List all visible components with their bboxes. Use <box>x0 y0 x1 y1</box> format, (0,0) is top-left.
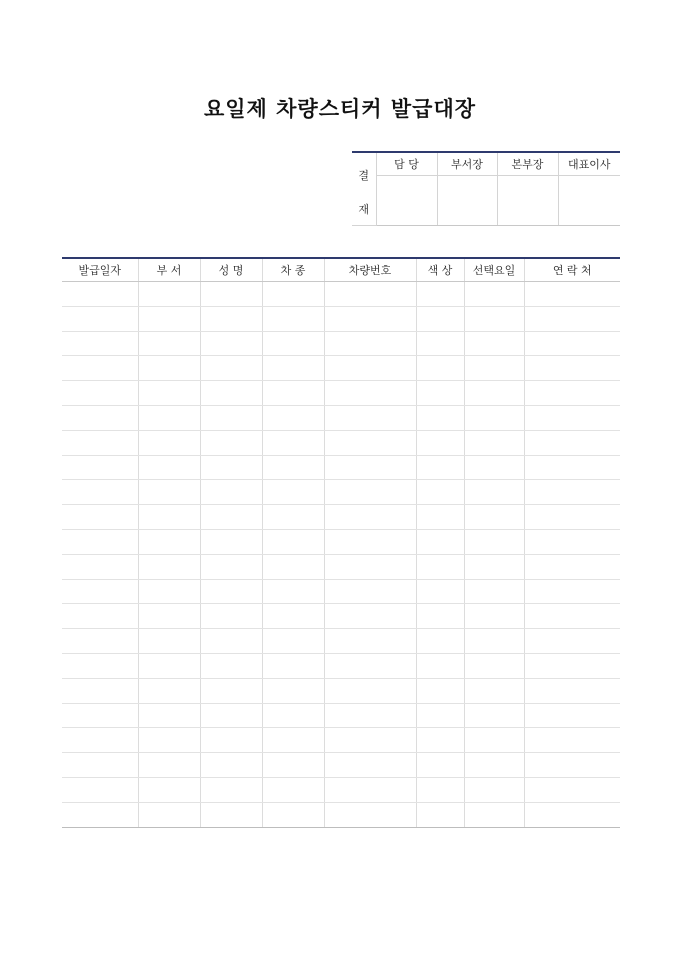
table-row <box>62 331 620 356</box>
approval-role-header: 본부장 <box>497 152 558 176</box>
table-cell[interactable] <box>416 579 464 604</box>
table-cell[interactable] <box>324 455 416 480</box>
table-cell[interactable] <box>416 653 464 678</box>
table-cell[interactable] <box>464 703 524 728</box>
approval-signature-cell[interactable] <box>376 176 437 226</box>
column-header-issue-date: 발급일자 <box>62 258 138 282</box>
table-cell[interactable] <box>200 653 262 678</box>
table-cell[interactable] <box>416 306 464 331</box>
table-cell[interactable] <box>262 653 324 678</box>
table-cell[interactable] <box>138 579 200 604</box>
table-cell[interactable] <box>464 282 524 307</box>
table-cell[interactable] <box>524 579 620 604</box>
table-cell[interactable] <box>524 629 620 654</box>
table-cell[interactable] <box>138 554 200 579</box>
table-cell[interactable] <box>416 728 464 753</box>
table-row <box>62 430 620 455</box>
table-cell[interactable] <box>262 505 324 530</box>
table-cell[interactable] <box>262 455 324 480</box>
table-cell[interactable] <box>138 381 200 406</box>
table-cell[interactable] <box>464 430 524 455</box>
table-cell[interactable] <box>324 579 416 604</box>
table-cell[interactable] <box>464 529 524 554</box>
table-cell[interactable] <box>62 678 138 703</box>
table-cell[interactable] <box>262 306 324 331</box>
table-cell[interactable] <box>200 356 262 381</box>
table-cell[interactable] <box>324 381 416 406</box>
table-cell[interactable] <box>262 480 324 505</box>
table-cell[interactable] <box>416 430 464 455</box>
table-row <box>62 356 620 381</box>
table-cell[interactable] <box>524 777 620 802</box>
table-cell[interactable] <box>416 480 464 505</box>
table-cell[interactable] <box>524 753 620 778</box>
table-cell[interactable] <box>200 529 262 554</box>
table-cell[interactable] <box>464 604 524 629</box>
table-cell[interactable] <box>324 306 416 331</box>
table-cell[interactable] <box>138 282 200 307</box>
table-row <box>62 753 620 778</box>
table-cell[interactable] <box>200 777 262 802</box>
approval-side-label <box>352 152 376 226</box>
table-cell[interactable] <box>262 777 324 802</box>
table-cell[interactable] <box>416 282 464 307</box>
table-cell[interactable] <box>62 554 138 579</box>
table-cell[interactable] <box>524 678 620 703</box>
table-cell[interactable] <box>62 405 138 430</box>
table-cell[interactable] <box>62 455 138 480</box>
table-cell[interactable] <box>138 777 200 802</box>
table-cell[interactable] <box>138 529 200 554</box>
column-header-vehicle-type: 차 종 <box>262 258 324 282</box>
table-cell[interactable] <box>524 455 620 480</box>
table-cell[interactable] <box>138 356 200 381</box>
table-cell[interactable] <box>324 802 416 827</box>
table-cell[interactable] <box>262 430 324 455</box>
table-cell[interactable] <box>524 405 620 430</box>
table-cell[interactable] <box>200 381 262 406</box>
table-cell[interactable] <box>262 802 324 827</box>
table-cell[interactable] <box>524 529 620 554</box>
table-cell[interactable] <box>262 728 324 753</box>
table-cell[interactable] <box>138 629 200 654</box>
table-cell[interactable] <box>324 604 416 629</box>
table-cell[interactable] <box>262 604 324 629</box>
table-cell[interactable] <box>62 753 138 778</box>
table-cell[interactable] <box>416 777 464 802</box>
table-cell[interactable] <box>324 554 416 579</box>
table-cell[interactable] <box>416 703 464 728</box>
table-cell[interactable] <box>464 405 524 430</box>
table-cell[interactable] <box>464 331 524 356</box>
table-cell[interactable] <box>524 604 620 629</box>
table-cell[interactable] <box>138 430 200 455</box>
table-cell[interactable] <box>138 728 200 753</box>
page-title: 요일제 차량스티커 발급대장 <box>203 97 477 121</box>
table-cell[interactable] <box>416 505 464 530</box>
table-cell[interactable] <box>324 529 416 554</box>
table-cell[interactable] <box>324 678 416 703</box>
table-cell[interactable] <box>324 629 416 654</box>
table-cell[interactable] <box>324 777 416 802</box>
table-cell[interactable] <box>62 629 138 654</box>
table-cell[interactable] <box>200 331 262 356</box>
table-cell[interactable] <box>62 777 138 802</box>
table-cell[interactable] <box>464 381 524 406</box>
table-cell[interactable] <box>416 529 464 554</box>
table-cell[interactable] <box>324 405 416 430</box>
table-row <box>62 405 620 430</box>
table-cell[interactable] <box>416 554 464 579</box>
table-cell[interactable] <box>262 529 324 554</box>
table-cell[interactable] <box>464 653 524 678</box>
table-cell[interactable] <box>524 703 620 728</box>
table-cell[interactable] <box>62 381 138 406</box>
table-cell[interactable] <box>524 381 620 406</box>
approval-side-bottom: 재 <box>358 203 370 216</box>
table-cell[interactable] <box>200 282 262 307</box>
approval-role-header: 담 당 <box>376 152 437 176</box>
table-cell[interactable] <box>138 678 200 703</box>
table-cell[interactable] <box>138 505 200 530</box>
table-cell[interactable] <box>464 579 524 604</box>
table-cell[interactable] <box>262 703 324 728</box>
table-cell[interactable] <box>416 381 464 406</box>
table-cell[interactable] <box>464 629 524 654</box>
table-cell[interactable] <box>200 629 262 654</box>
table-cell[interactable] <box>200 604 262 629</box>
table-cell[interactable] <box>524 802 620 827</box>
table-cell[interactable] <box>464 728 524 753</box>
table-cell[interactable] <box>464 777 524 802</box>
table-cell[interactable] <box>200 505 262 530</box>
approval-role-header: 부서장 <box>437 152 497 176</box>
table-cell[interactable] <box>262 282 324 307</box>
table-cell[interactable] <box>262 381 324 406</box>
table-cell[interactable] <box>464 554 524 579</box>
table-cell[interactable] <box>464 505 524 530</box>
table-cell[interactable] <box>416 405 464 430</box>
table-cell[interactable] <box>138 653 200 678</box>
table-cell[interactable] <box>200 554 262 579</box>
table-cell[interactable] <box>200 455 262 480</box>
table-cell[interactable] <box>464 802 524 827</box>
table-cell[interactable] <box>62 505 138 530</box>
table-row <box>62 306 620 331</box>
table-cell[interactable] <box>416 678 464 703</box>
table-cell[interactable] <box>262 554 324 579</box>
table-cell[interactable] <box>200 306 262 331</box>
table-cell[interactable] <box>524 356 620 381</box>
approval-signature-cell[interactable] <box>437 176 497 226</box>
table-row <box>62 455 620 480</box>
table-cell[interactable] <box>416 331 464 356</box>
approval-side-top: 결 <box>358 169 370 182</box>
table-cell[interactable] <box>200 405 262 430</box>
table-cell[interactable] <box>324 331 416 356</box>
table-cell[interactable] <box>324 653 416 678</box>
table-cell[interactable] <box>262 356 324 381</box>
table-cell[interactable] <box>262 753 324 778</box>
ledger-header-row <box>62 258 620 282</box>
table-cell[interactable] <box>324 703 416 728</box>
table-cell[interactable] <box>524 306 620 331</box>
table-cell[interactable] <box>324 505 416 530</box>
column-header-color: 색 상 <box>416 258 464 282</box>
table-cell[interactable] <box>324 480 416 505</box>
table-cell[interactable] <box>262 678 324 703</box>
ledger-body <box>62 282 620 828</box>
table-cell[interactable] <box>138 480 200 505</box>
table-cell[interactable] <box>200 480 262 505</box>
table-row <box>62 802 620 827</box>
table-cell[interactable] <box>62 480 138 505</box>
table-cell[interactable] <box>524 554 620 579</box>
table-row <box>62 480 620 505</box>
table-cell[interactable] <box>524 505 620 530</box>
table-cell[interactable] <box>464 753 524 778</box>
table-row <box>62 604 620 629</box>
table-row <box>62 678 620 703</box>
table-cell[interactable] <box>138 802 200 827</box>
table-cell[interactable] <box>62 306 138 331</box>
table-cell[interactable] <box>200 728 262 753</box>
table-cell[interactable] <box>62 604 138 629</box>
column-header-plate-number: 차량번호 <box>324 258 416 282</box>
table-cell[interactable] <box>200 579 262 604</box>
approval-box <box>352 151 620 226</box>
table-cell[interactable] <box>324 282 416 307</box>
table-cell[interactable] <box>416 753 464 778</box>
approval-signature-cell[interactable] <box>497 176 558 226</box>
table-row <box>62 629 620 654</box>
table-cell[interactable] <box>62 728 138 753</box>
table-cell[interactable] <box>200 678 262 703</box>
table-cell[interactable] <box>62 703 138 728</box>
table-cell[interactable] <box>62 653 138 678</box>
table-cell[interactable] <box>138 703 200 728</box>
column-header-selected-day: 선택요일 <box>464 258 524 282</box>
table-cell[interactable] <box>416 455 464 480</box>
issuance-ledger-table <box>62 257 620 828</box>
table-cell[interactable] <box>62 282 138 307</box>
table-cell[interactable] <box>524 653 620 678</box>
table-cell[interactable] <box>416 356 464 381</box>
table-cell[interactable] <box>464 306 524 331</box>
table-cell[interactable] <box>524 480 620 505</box>
table-cell[interactable] <box>324 356 416 381</box>
table-cell[interactable] <box>62 529 138 554</box>
table-row <box>62 381 620 406</box>
table-cell[interactable] <box>464 455 524 480</box>
table-cell[interactable] <box>138 306 200 331</box>
table-cell[interactable] <box>324 728 416 753</box>
table-cell[interactable] <box>138 753 200 778</box>
table-cell[interactable] <box>200 430 262 455</box>
table-cell[interactable] <box>138 455 200 480</box>
table-cell[interactable] <box>262 331 324 356</box>
table-cell[interactable] <box>524 728 620 753</box>
table-row <box>62 653 620 678</box>
table-row <box>62 728 620 753</box>
column-header-department: 부 서 <box>138 258 200 282</box>
column-header-contact: 연 락 처 <box>524 258 620 282</box>
table-cell[interactable] <box>62 430 138 455</box>
table-cell[interactable] <box>524 331 620 356</box>
table-cell[interactable] <box>324 753 416 778</box>
table-cell[interactable] <box>416 629 464 654</box>
table-row <box>62 529 620 554</box>
table-cell[interactable] <box>200 703 262 728</box>
table-cell[interactable] <box>62 356 138 381</box>
table-row <box>62 554 620 579</box>
table-cell[interactable] <box>262 579 324 604</box>
table-row <box>62 703 620 728</box>
approval-signature-cell[interactable] <box>558 176 620 226</box>
table-row <box>62 505 620 530</box>
table-cell[interactable] <box>262 629 324 654</box>
table-cell[interactable] <box>262 405 324 430</box>
table-cell[interactable] <box>416 802 464 827</box>
table-row <box>62 777 620 802</box>
table-row <box>62 579 620 604</box>
table-cell[interactable] <box>138 405 200 430</box>
table-cell[interactable] <box>464 678 524 703</box>
table-cell[interactable] <box>62 802 138 827</box>
table-cell[interactable] <box>62 579 138 604</box>
table-cell[interactable] <box>524 282 620 307</box>
table-cell[interactable] <box>416 604 464 629</box>
table-cell[interactable] <box>200 753 262 778</box>
table-cell[interactable] <box>464 356 524 381</box>
table-cell[interactable] <box>464 480 524 505</box>
table-cell[interactable] <box>62 331 138 356</box>
table-cell[interactable] <box>324 430 416 455</box>
table-cell[interactable] <box>200 802 262 827</box>
table-cell[interactable] <box>138 331 200 356</box>
column-header-name: 성 명 <box>200 258 262 282</box>
table-cell[interactable] <box>138 604 200 629</box>
table-cell[interactable] <box>524 430 620 455</box>
approval-role-header: 대표이사 <box>558 152 620 176</box>
table-row <box>62 282 620 307</box>
